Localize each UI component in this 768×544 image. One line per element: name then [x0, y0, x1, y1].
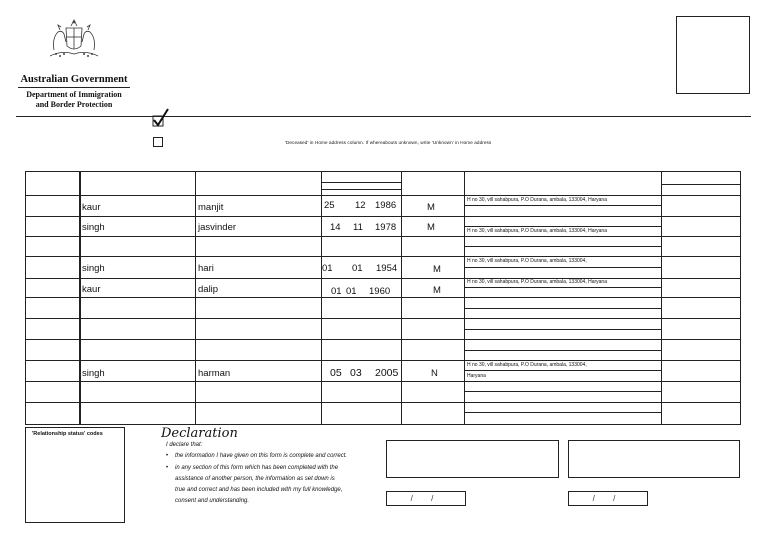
column-divider [79, 171, 81, 425]
row-separator [25, 297, 741, 298]
row-separator [25, 339, 741, 340]
dob-day-cell[interactable]: 05 [330, 367, 342, 379]
address-cell-line-2[interactable]: Haryana [467, 373, 486, 379]
dob-month-cell[interactable]: 03 [350, 367, 362, 379]
address-cell[interactable]: H no 30, vill sahabpura, P.O Durana, ambala, 133004, Haryana [467, 228, 607, 234]
column-divider [195, 171, 196, 425]
relationship-codes-label: 'Relationship status' codes [32, 431, 103, 437]
given-name-cell[interactable]: hari [198, 263, 214, 274]
declaration-title: Declaration [161, 426, 238, 441]
declaration-bullet-text: assistance of another person, the information as set down is [175, 476, 335, 482]
column-divider [321, 171, 322, 425]
dob-year-cell[interactable]: 1986 [375, 200, 397, 211]
dob-day-cell[interactable]: 01 [322, 263, 333, 274]
dob-day-cell[interactable]: 25 [324, 200, 335, 211]
checkmark-icon[interactable] [151, 108, 171, 130]
address-subline [464, 350, 661, 351]
row-separator [25, 318, 741, 319]
sex-cell[interactable]: N [431, 368, 438, 379]
address-cell[interactable]: H no 30, vill sahabpura, P.O Durana, ambala, 133004, [467, 258, 587, 264]
address-subline [464, 205, 661, 206]
dob-year-cell[interactable]: 1978 [375, 222, 397, 233]
dob-month-cell[interactable]: 11 [353, 222, 363, 233]
row-separator [25, 402, 741, 403]
dob-year-cell[interactable]: 1960 [369, 286, 391, 297]
sex-cell[interactable]: M [427, 202, 435, 213]
given-name-cell[interactable]: manjit [198, 202, 224, 213]
coat-of-arms-icon [44, 16, 104, 62]
signature-box-1[interactable] [386, 440, 559, 478]
row-separator [25, 278, 741, 279]
date-field-1[interactable]: / / [386, 491, 466, 506]
header-rule [16, 116, 751, 117]
address-cell[interactable]: H no 30, vill sahabpura, P.O Durana, ambala, 133004, Haryana [467, 197, 607, 203]
relationship-codes-box [25, 427, 125, 523]
family-name-cell[interactable]: singh [82, 368, 105, 379]
sex-cell[interactable]: M [433, 264, 441, 275]
header-subline [321, 182, 401, 183]
family-name-cell[interactable]: singh [82, 222, 105, 233]
column-divider [661, 171, 662, 425]
address-subline [464, 267, 661, 268]
address-subline [464, 308, 661, 309]
government-name: Australian Government [20, 74, 128, 85]
signature-box-2[interactable] [568, 440, 740, 478]
given-name-cell[interactable]: harman [198, 368, 231, 379]
declaration-bullet-text: consent and understanding. [175, 498, 250, 504]
sex-cell[interactable]: M [433, 285, 441, 296]
column-divider [401, 171, 402, 425]
department-line-1: Department of Immigration [26, 90, 122, 99]
row-separator [25, 195, 741, 196]
date-field-2[interactable]: / / [568, 491, 648, 506]
declaration-bullet-text: the information I have given on this form is complete and correct. [175, 453, 348, 459]
address-subline [464, 246, 661, 247]
dob-day-cell[interactable]: 14 [330, 222, 341, 233]
empty-checkbox[interactable] [153, 137, 163, 147]
family-name-cell[interactable]: singh [82, 263, 105, 274]
photo-box[interactable] [676, 16, 750, 94]
row-separator [25, 216, 741, 217]
declaration-bullet-text: in any section of this form which has been completed with the [175, 465, 339, 471]
department-name [16, 90, 132, 110]
declaration-bullet [166, 463, 342, 507]
row-separator [25, 360, 741, 361]
header-subline [661, 184, 741, 185]
deceased-instruction: 'Deceased' in Home address column. If whereabouts unknown, write 'Unknown' in Home address [285, 140, 492, 145]
address-subline [464, 329, 661, 330]
column-divider [464, 171, 465, 425]
given-name-cell[interactable]: jasvinder [198, 222, 237, 233]
address-subline [464, 370, 661, 371]
row-separator [25, 381, 741, 382]
dob-year-cell[interactable]: 1954 [376, 263, 398, 274]
address-subline [464, 226, 661, 227]
address-cell[interactable]: H no 30, vill sahabpura, P.O Durana, ambala, 133004, [467, 362, 587, 368]
sex-cell[interactable]: M [427, 222, 435, 233]
dob-month-cell[interactable]: 01 [346, 286, 357, 297]
row-separator [25, 256, 741, 257]
bullet-icon: • [166, 465, 169, 471]
declaration-bullet-text: true and correct and has been included with my full knowledge, [175, 487, 343, 493]
address-cell[interactable]: H no 30, vill sahabpura, P.O Durana, ambala, 133004, Haryana [467, 279, 607, 285]
header-divider [18, 87, 130, 88]
bullet-icon: • [166, 453, 169, 459]
declaration-intro: I declare that: [166, 442, 203, 448]
header-subline [321, 189, 401, 190]
row-separator [25, 236, 741, 237]
address-subline [464, 391, 661, 392]
address-subline [464, 287, 661, 288]
family-name-cell[interactable]: kaur [82, 284, 101, 295]
dob-day-cell[interactable]: 01 [331, 286, 342, 297]
declaration-bullet [166, 451, 347, 462]
given-name-cell[interactable]: dalip [198, 284, 219, 295]
address-subline [464, 412, 661, 413]
dob-month-cell[interactable]: 01 [352, 263, 363, 274]
dob-year-cell[interactable]: 2005 [375, 367, 399, 379]
dob-month-cell[interactable]: 12 [355, 200, 366, 211]
family-name-cell[interactable]: kaur [82, 202, 101, 213]
department-line-2: and Border Protection [35, 100, 113, 109]
